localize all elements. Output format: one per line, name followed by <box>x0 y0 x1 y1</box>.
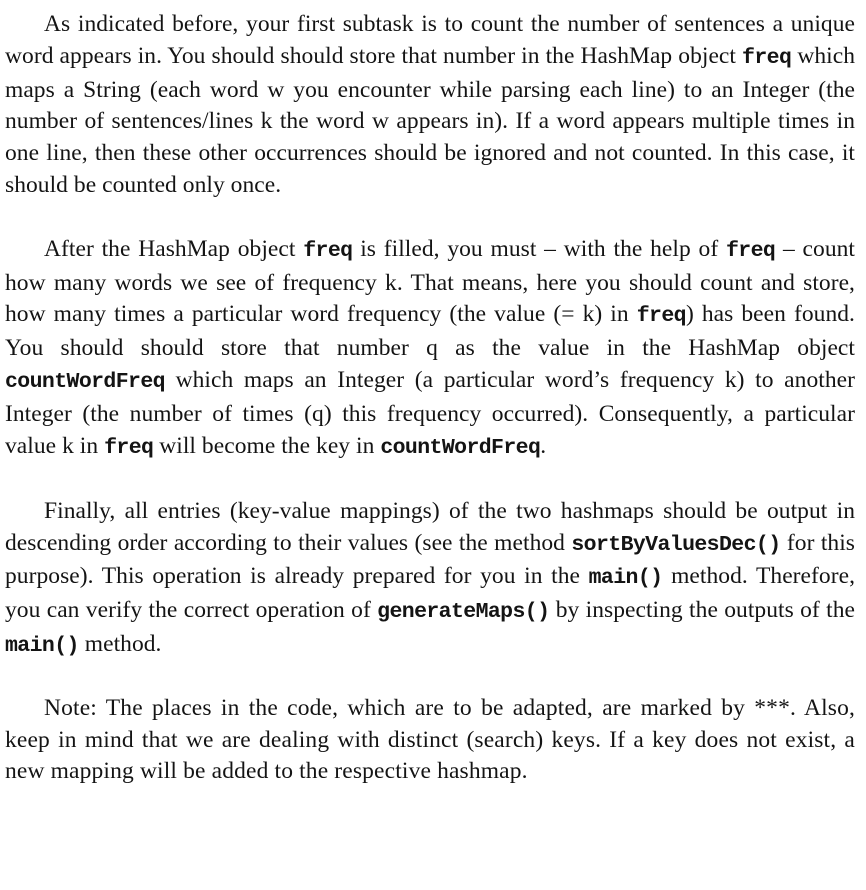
text-run: which maps a String (each word w you encounter while parsing each line) to an Integer (the number of sentences/lines k the word w appears in). If a word appears multiple times in one line, then these other occurrences should be ignored and not counted. In this case, it should be counted only once. <box>5 42 855 198</box>
text-run: . <box>540 432 547 459</box>
code-count-word-freq: countWordFreq <box>380 435 541 460</box>
code-freq: freq <box>742 45 792 70</box>
code-generate-maps: generateMaps() <box>377 600 550 625</box>
text-run: method. <box>78 631 162 658</box>
text-run: After the HashMap object <box>44 235 304 262</box>
document-page <box>5 9 855 788</box>
text-run: which maps an Integer (a particular word’s frequency k) to another Integer (the number of times (q) this frequency occurred). Consequently, a particular value k in <box>5 366 855 459</box>
code-count-word-freq: countWordFreq <box>5 369 165 394</box>
code-freq: freq <box>303 238 353 263</box>
paragraph-output-sorted <box>5 496 855 663</box>
code-freq: freq <box>104 435 154 460</box>
code-freq: freq <box>725 238 776 263</box>
text-run: by inspecting the outputs of the <box>549 597 855 624</box>
text-run: Finally, all entries (key-value mappings) of the two hashmaps should be output in descending order according to their values (see the method <box>5 497 855 556</box>
code-sort-by-values-dec: sortByValuesDec() <box>571 532 781 557</box>
text-run: will become the key in <box>153 432 381 459</box>
text-run: is filled, you must – with the help of <box>352 235 726 262</box>
text-run: – count how many words we see of frequency k. That means, here you should count and store, how many times a particular word frequency (the value (= k) in <box>5 235 855 328</box>
code-main: main() <box>588 566 663 591</box>
text-run: ) has been found. You should should store that number q as the value in the HashMap object <box>5 301 855 362</box>
text-run: method. Therefore, you can verify the correct operation of <box>5 563 855 624</box>
text-run: for this purpose). This operation is already prepared for you in the <box>5 529 855 590</box>
text-run: Note: The places in the code, which are to be adapted, are marked by ***. Also, keep in mind that we are dealing with distinct (search) keys. If a key does not exist, a new mapping will be added to the respective hashmap. <box>5 694 855 785</box>
text-run: As indicated before, your first subtask is to count the number of sentences a unique word appears in. You should should store that number in the HashMap object <box>5 11 855 69</box>
code-freq: freq <box>636 304 686 329</box>
paragraph-subtask-count-sentences <box>5 9 855 202</box>
paragraph-note <box>5 693 855 788</box>
paragraph-count-word-frequency <box>5 234 855 465</box>
code-main: main() <box>5 634 79 659</box>
